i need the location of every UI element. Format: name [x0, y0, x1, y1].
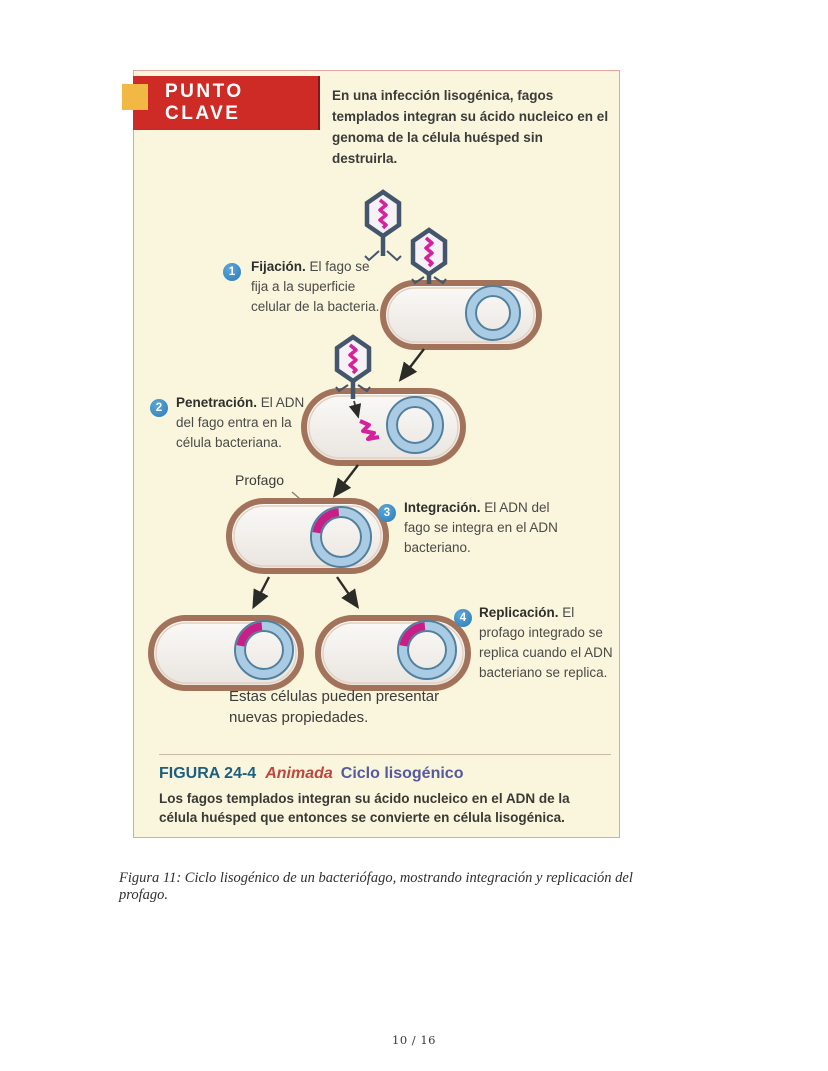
- figure-title: Ciclo lisogénico: [340, 765, 464, 782]
- bacterium-step2: [304, 391, 463, 463]
- daughter-cells-note: Estas células pueden presentar nuevas propiedades.: [229, 688, 440, 726]
- document-figure-caption: Figura 11: Ciclo lisogénico de un bacteriófago, mostrando integración y replicación del profago.: [119, 870, 633, 903]
- banner-label: PUNTO CLAVE: [165, 81, 244, 124]
- step-3-number: 3: [383, 507, 391, 519]
- step-1-badge: [223, 263, 241, 281]
- arrow-step2-to-step3: [335, 465, 358, 495]
- step-1-title: Fijación.: [251, 259, 306, 274]
- figure-description: Los fagos templados integran su ácido nucleico en el ADN de la célula huésped que entonces se convierte en célula lisogénica.: [159, 791, 570, 825]
- step-2-text: Penetración. El ADN del fago entra en la célula bacteriana.: [176, 395, 305, 450]
- step-3-title: Integración.: [404, 500, 481, 515]
- step-2-badge: [150, 399, 168, 417]
- step-3-text: Integración. El ADN del fago se integra en el ADN bacteriano.: [404, 500, 558, 555]
- step-4-title: Replicación.: [479, 605, 559, 620]
- step-4-badge: [454, 609, 472, 627]
- page-number: 10 / 16: [392, 1033, 436, 1047]
- daughter-cell-left: [151, 618, 301, 688]
- profago-label: Profago: [235, 472, 285, 488]
- phage-free-icon: [365, 192, 401, 260]
- daughter-cell-right: [318, 618, 468, 688]
- arrow-to-left-daughter-cell: [254, 577, 269, 606]
- step-2-number: 2: [155, 402, 163, 414]
- bacterium-step1: [383, 283, 539, 347]
- phage-attached-icon: [412, 230, 446, 284]
- step-3-badge: [378, 504, 396, 522]
- bacterium-step3: [229, 501, 386, 571]
- key-point-marker-icon: [122, 84, 148, 110]
- phage-injecting-icon: [336, 337, 370, 399]
- arrow-step1-to-step2: [401, 349, 424, 379]
- figure-number-label: FIGURA 24-4: [159, 765, 257, 782]
- step-1-number: 1: [228, 266, 236, 278]
- arrow-to-right-daughter-cell: [337, 577, 357, 606]
- punto-clave-figure-panel: [133, 70, 620, 838]
- step-2-title: Penetración.: [176, 395, 258, 410]
- punto-clave-banner: [133, 76, 320, 130]
- key-point-summary: En una infección lisogénica, fagos templados integran su ácido nucleico en el genoma de la célula huésped sin destruirla.: [332, 88, 609, 166]
- animada-label: Animada: [265, 765, 333, 782]
- step-4-text: Replicación. El profago integrado se replica cuando el ADN bacteriano se replica.: [479, 605, 613, 680]
- step-4-number: 4: [459, 612, 467, 624]
- step-1-text: Fijación. El fago se fija a la superficie celular de la bacteria.: [251, 259, 380, 314]
